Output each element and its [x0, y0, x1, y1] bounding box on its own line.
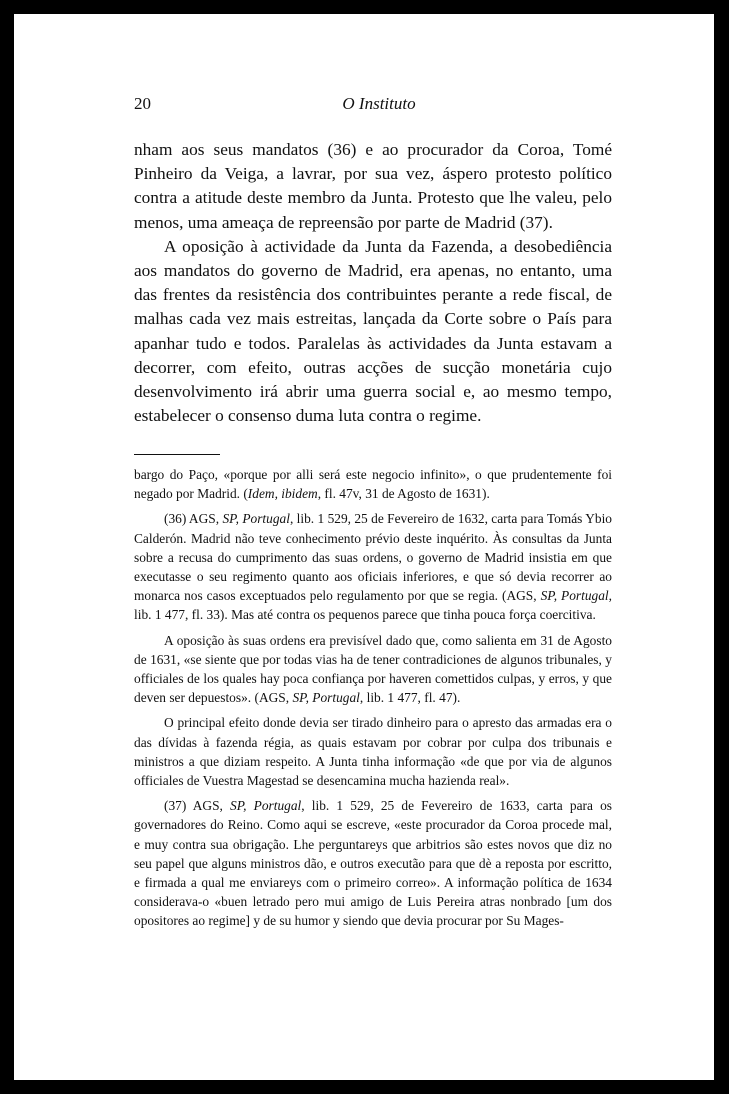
footnote-36: (36) AGS, SP, Portugal, lib. 1 529, 25 de Fevereiro de 1632, carta para Tomás Ybio Calderón. Madrid não teve conhecimento prévio deste inquérito. Às consultas da Junta sobre a recusa do cumprimento das suas ordens, o governo de Madrid insistia em que executasse o seu regimento quanto aos oficiais inferiores, e que só devia recorrer ao monarca nos casos exceptuados pelo regulamento por que se regia. (AGS, SP, Portugal, lib. 1 477, fl. 33). Mas até contra os pequenos parece que tinha pouca força coercitiva. [134, 511, 613, 623]
main-text [134, 138, 612, 428]
running-title: O Instituto [342, 94, 416, 113]
main-paragraph-1: nham aos seus mandatos (36) e ao procurador da Coroa, Tomé Pinheiro da Veiga, a lavrar, por sua vez, áspero protesto político contra a atitude deste membro da Junta. Protesto que lhe valeu, pelo menos, uma ameaça de repreensão por parte de Madrid (37). [134, 140, 612, 232]
footnote-divider [134, 454, 220, 455]
footnote-continuation: bargo do Paço, «porque por alli será este negocio infinito», o que prudentemente foi negado por Madrid. (Idem, ibidem, fl. 47v, 31 de Agosto de 1631). [134, 467, 612, 502]
page-number: 20 [134, 94, 151, 113]
footnotes [134, 465, 612, 931]
footnote-36-paragraph-2: A oposição às suas ordens era previsível dado que, como salienta em 31 de Agosto de 1631, «se siente que por todas vias ha de tener contradiciones de algunos tribunales, y officiales de los quales hay poca confiança por haveren comettidos culpas, y erros, y que deven ser depuestos». (AGS, SP, Portugal, lib. 1 477, fl. 47). [134, 632, 612, 706]
footnote-36-paragraph-3: O principal efeito donde devia ser tirado dinheiro para o apresto das armadas era o das dívidas à fazenda régia, as quais estavam por cobrar por culpa dos tribunais e ministros a que diziam respeito. A Junta tinha informação «de que por via de algunos officiales de Vuestra Magestad se desencamina mucha hazienda real». [134, 715, 612, 789]
footnote-37: (37) AGS, SP, Portugal, lib. 1 529, 25 de Fevereiro de 1633, carta para os governadores do Reino. Como aqui se escreve, «este procurador da Coroa procede mal, e muy contra sua obrigação. Lhe perguntareys que arbitrios são estes novos que diz no seu papel que alguns ministros dão, e outros executão para que dè a reposta por escritto, e firmada a qual me envіareys com o primeiro correo». A informação política de 1634 considerava-o «buen letrado pero mui amigo de Luis Pereira atras nonbrado [um dos opositores ao regime] y de su humor y siendo que devia procurar por Su Mages- [134, 798, 612, 929]
running-header [134, 94, 624, 116]
main-paragraph-2: A oposição à actividade da Junta da Fazenda, a desobediência aos mandatos do governo de Madrid, era apenas, no entanto, uma das frentes da resistência dos contribuintes perante a rede fiscal, de malhas cada vez mais estreitas, lançada da Corte sobre o País para apanhar tudo e todos. Paralelas às actividades da Junta estavam a decorrer, com efeito, outras acções de sucção monetária cujo desenvolvimento irá abrir uma guerra social e, ao mesmo tempo, estabelecer o consenso duma luta contra o regime. [134, 236, 612, 426]
